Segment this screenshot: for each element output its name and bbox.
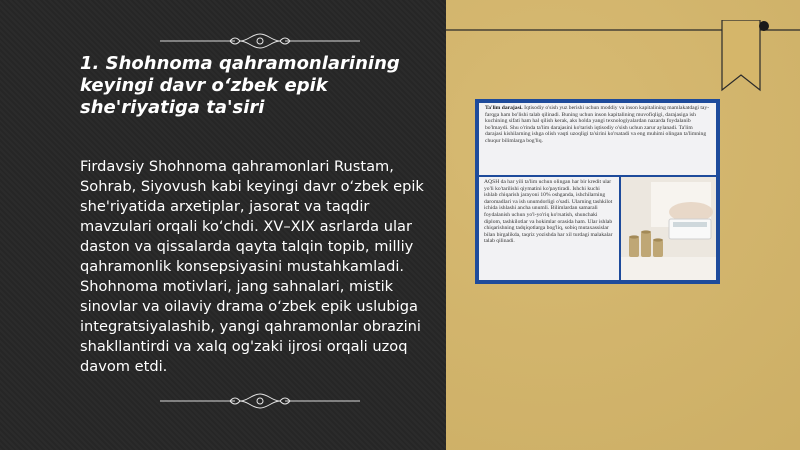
bottom-ornament-icon: [160, 390, 360, 412]
slide-body-text: Firdavsiy Shohnoma qahramonlari Rustam, Sohrab, Siyovush kabi keyingi davr o‘zbek epik she'riyatida arxetiplar, jasorat va taqdir mavzulari orqali ko‘chdi. XV–XIX asrlarda ular daston va qissalarda qayta talqin topib, milliy qahramonlik konsepsiyasini mustahkamladi. Shohnoma motivlari, jang sahnalari, mistik sinovlar va oilaviy drama o‘zbek epik uslubiga integratsiyalashib, yangi qahramonlar obrazini shakllantirdi va xalq og'zaki ijrosi orqali uzoq davom etdi.: [80, 158, 424, 375]
article-image: [475, 99, 720, 284]
bookmark-icon: [720, 20, 770, 100]
article-photo: [621, 177, 716, 280]
article-top-text-block: [479, 103, 716, 175]
article-heading: Ta'lim darajasi.: [485, 105, 523, 111]
article-top-text: Iqtisodiy o'sish yuz berishi uchun moddiy va inson kapitalining mamlakatdagi tay-farqga ham bo'lishi talab qilinadi. Buning uchun inson kapitalining muvofiqligi, darajasiga ish kuchining sifati ham hal qilish kerak, aks holda yangi texnologiyalardan nazarda foydalanib bo'lmaydi. Shu o'rinda ta'lim darajasini ko'tarish iqtisodiy o'sish uchun zarur aylanadi. Ta'lim darajasi kishilarning ishga olish vaqti uzoqligi ta'sirini ko'rsatadi va eng muhimi olingan ta'limning chuqur bilimlarga bog'liq.: [485, 105, 710, 144]
article-bottom-text: AQSH da har yili ta'lim uchun olingan har bir kredit ular yo'li ko'tarilishi qiymatini ko'paytiradi. Ishchi kuchi ishlab chiqarish jarayoni 10% oshganda, ishchilarning daromadlari va ish unumdorligi o'sadi. Ularning tashkilot ichida ishlashi ancha unumli. Bilimlardan samarali foydalanish uchun yo'l-yo'riq ko'rsatish, shunchaki diplom, tashkilotlar va hokimlar orasida ham. Ular ishlab chiqarishning tadqiqotlarga bog'liq, sobiq mutaxassislar bilan birgalikda, taqriz yozishda har xil turdagi malakalar talab qilinadi.: [484, 179, 613, 245]
article-bottom-text-block: [479, 177, 619, 280]
top-ornament-icon: [160, 30, 360, 52]
coins-and-calculator-photo-icon: [621, 177, 716, 280]
slide-title: 1. Shohnoma qahramonlarining keyingi davr o‘zbek epik she'riyatiga ta'siri: [80, 53, 400, 118]
